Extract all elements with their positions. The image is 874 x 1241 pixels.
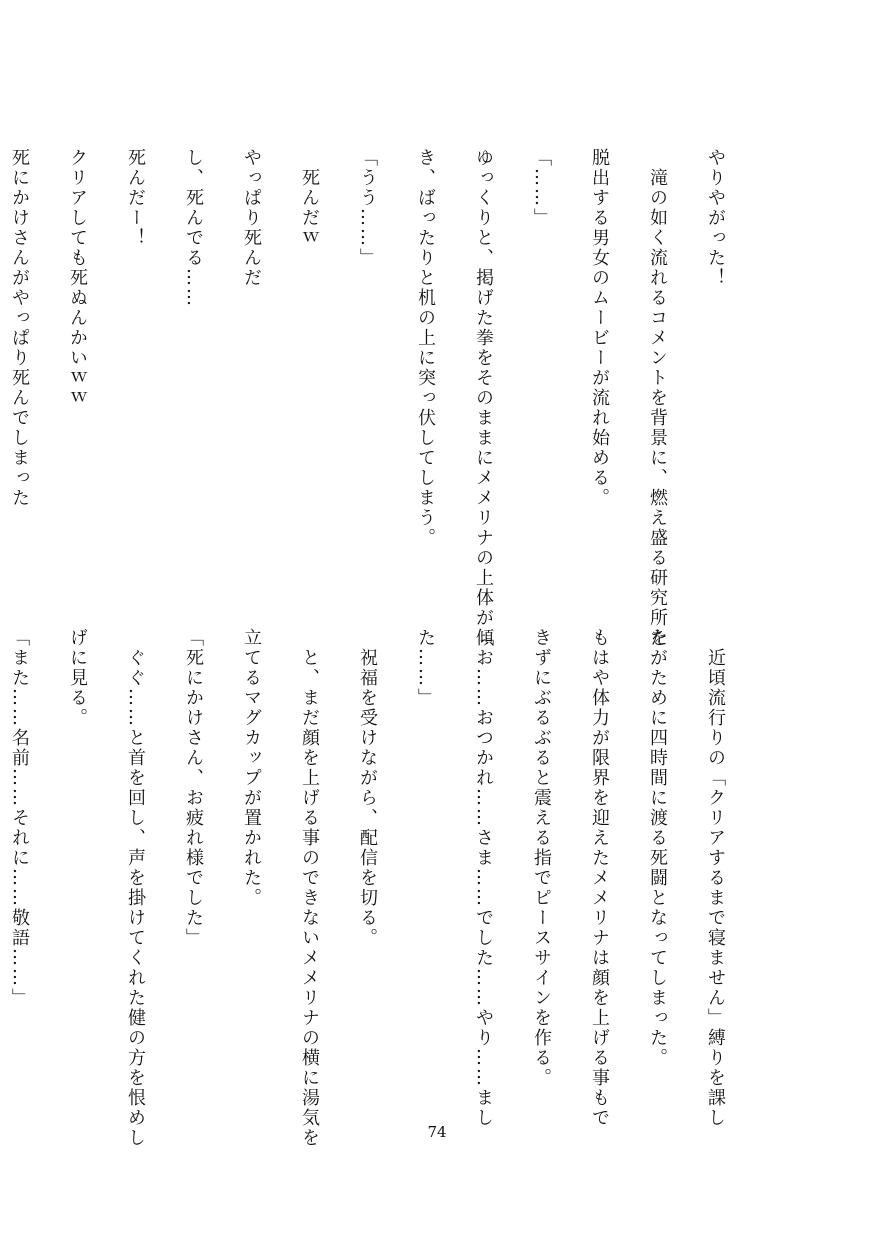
text-column: やりやがった！ bbox=[705, 148, 726, 288]
text-column: きずにぶるぶると震える指でピースサインを作る。 bbox=[531, 628, 552, 1088]
text-column: 「うう……」 bbox=[357, 148, 378, 268]
text-column: ゆっくりと、掲げた拳をそのままにメメリナの上体が傾 bbox=[473, 148, 494, 648]
text-column: 「……」 bbox=[531, 148, 552, 228]
text-column: し、死んでる…… bbox=[183, 148, 204, 308]
text-column: 死にかけさんがやっぱり死んでしまった bbox=[9, 148, 30, 508]
text-column: たがために四時間に渡る死闘となってしまった。 bbox=[647, 628, 668, 1068]
text-column: やっぱり死んだ bbox=[241, 148, 262, 288]
text-column: た……」 bbox=[415, 628, 436, 708]
text-column: 脱出する男女のムービーが流れ始める。 bbox=[589, 148, 610, 508]
text-column: 近頃流行りの「クリアするまで寝ません」縛りを課し bbox=[705, 628, 726, 1128]
text-column: き、ばったりと机の上に突っ伏してしまう。 bbox=[415, 148, 436, 548]
text-column: 立てるマグカップが置かれた。 bbox=[241, 628, 262, 908]
page-number: 74 bbox=[427, 1123, 447, 1141]
text-column: 死んだー！ bbox=[125, 148, 146, 248]
text-column: 「死にかけさん、お疲れ様でした」 bbox=[183, 628, 204, 948]
text-column: もはや体力が限界を迎えたメメリナは顔を上げる事もで bbox=[589, 628, 610, 1128]
text-column: と、まだ顔を上げる事のできないメメリナの横に湯気を bbox=[299, 628, 320, 1148]
text-column: 祝福を受けながら、配信を切る。 bbox=[357, 628, 378, 948]
text-column: 「また……名前……それに……敬語……」 bbox=[9, 628, 30, 1008]
text-column: ぐぐ……と首を回し、声を掛けてくれた健の方を恨めし bbox=[125, 628, 146, 1148]
text-column: クリアしても死ぬんかいｗｗ bbox=[67, 148, 88, 408]
text-column: 死んだｗ bbox=[299, 148, 320, 248]
text-column: 滝の如く流れるコメントを背景に、燃え盛る研究所を bbox=[647, 148, 668, 648]
text-column: げに見る。 bbox=[67, 628, 88, 728]
text-column: 「お……おつかれ……さま……でした……やり……まし bbox=[473, 628, 494, 1128]
upper-text-block bbox=[9, 148, 744, 648]
